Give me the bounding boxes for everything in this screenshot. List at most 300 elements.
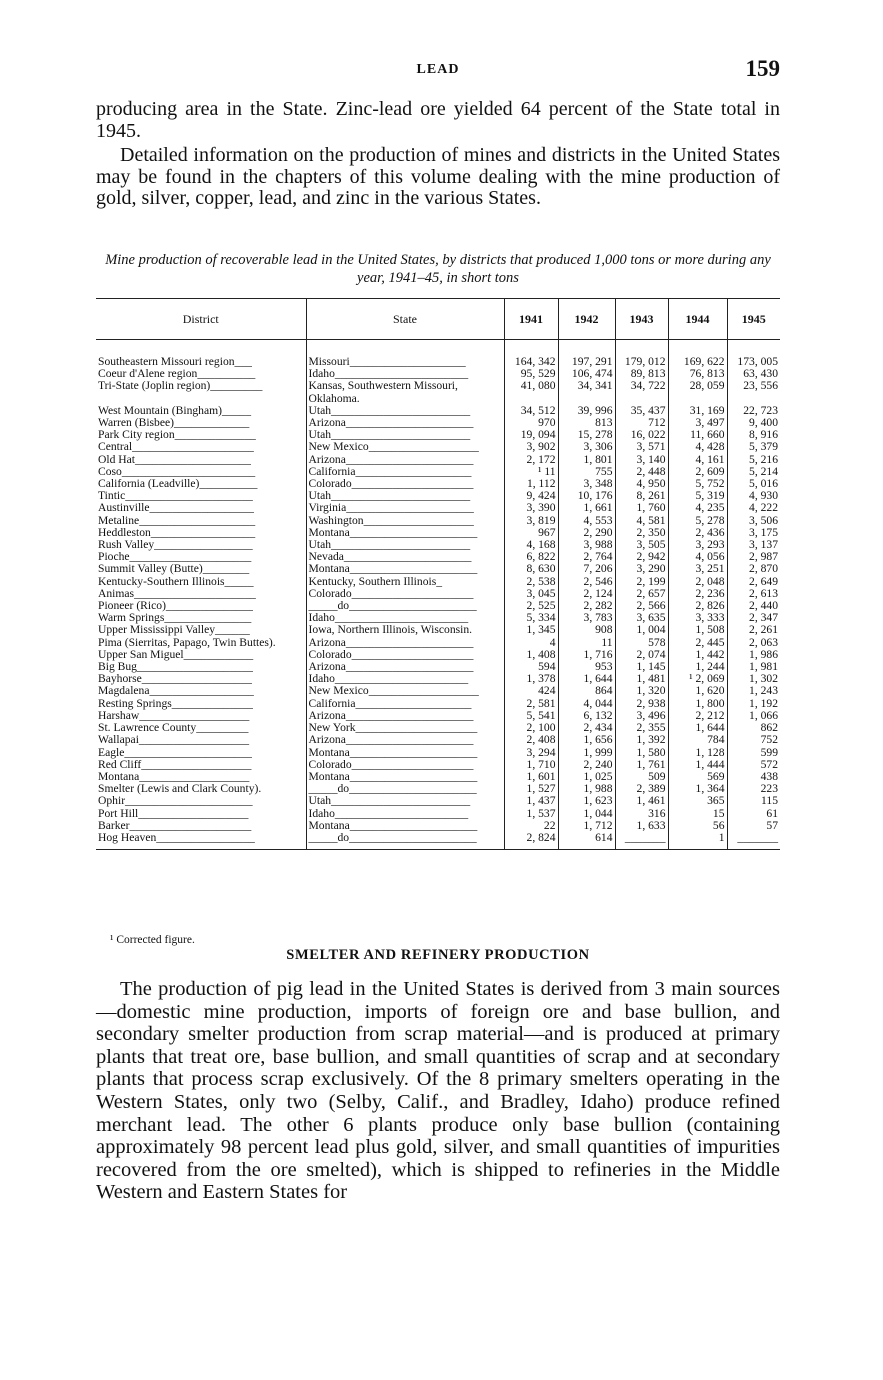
value-1944-cell: 2, 048 — [668, 576, 727, 588]
value-1941-cell: 2, 525 — [504, 600, 558, 612]
state-cell: Idaho_______________________ — [306, 808, 504, 820]
value-1944-cell: 15 — [668, 808, 727, 820]
value-1943-cell: 1, 633 — [615, 820, 668, 832]
value-1945-cell: 63, 430 — [743, 368, 778, 381]
value-1942-cell: 2, 764 — [558, 551, 615, 563]
column-header-district: District — [96, 299, 306, 340]
value-1943-cell: 8, 261 — [615, 490, 668, 502]
column-header-1945: 1945 — [727, 299, 780, 340]
value-1945-cell: 438 — [760, 770, 778, 783]
value-1945-cell: 752 — [760, 734, 778, 747]
table-row — [96, 661, 780, 673]
table-row — [96, 783, 780, 795]
value-1942-cell: 4, 044 — [558, 698, 615, 710]
state-cell: New Mexico___________________ — [306, 685, 504, 697]
value-1941-cell: 2, 100 — [504, 722, 558, 734]
value-1945-cell: 1, 192 — [749, 697, 778, 710]
table-row — [96, 820, 780, 832]
value-1943-cell: 316 — [615, 808, 668, 820]
value-1941-cell: 1, 537 — [504, 808, 558, 820]
value-1943-cell: 3, 496 — [615, 710, 668, 722]
value-1945-cell: 115 — [761, 795, 778, 808]
table-row — [96, 551, 780, 563]
value-1943-cell: 3, 505 — [615, 539, 668, 551]
table-row — [96, 380, 780, 404]
value-1943-cell: 4, 581 — [615, 515, 668, 527]
value-1943-cell: 4, 950 — [615, 478, 668, 490]
value-1941-cell: 3, 819 — [504, 515, 558, 527]
value-1941-cell: 2, 538 — [504, 576, 558, 588]
state-cell: _____do______________________ — [306, 832, 504, 850]
value-1943-cell: 1, 004 — [615, 624, 668, 636]
table-row — [96, 624, 780, 636]
value-1941-cell: 1, 437 — [504, 795, 558, 807]
value-1944-cell: 569 — [668, 771, 727, 783]
value-1944-cell: 31, 169 — [668, 405, 727, 417]
district-cell: Pima (Sierritas, Papago, Twin Buttes). — [96, 637, 306, 649]
state-cell: Colorado_____________________ — [306, 588, 504, 600]
value-1944-cell: 4, 056 — [668, 551, 727, 563]
value-1945-cell: 9, 400 — [749, 417, 778, 430]
value-1944-cell: 1, 508 — [668, 624, 727, 636]
value-1942-cell: 11 — [558, 637, 615, 649]
value-1945-cell: 2, 440 — [749, 600, 778, 613]
state-cell: Utah________________________ — [306, 539, 504, 551]
value-1944-cell: 365 — [668, 795, 727, 807]
value-1945-cell: 61 — [766, 807, 778, 820]
value-1944-cell: 76, 813 — [668, 368, 727, 380]
value-1941-cell: 2, 172 — [504, 454, 558, 466]
value-1941-cell: 34, 512 — [504, 405, 558, 417]
value-1943-cell: 2, 942 — [615, 551, 668, 563]
value-1943-cell: 2, 350 — [615, 527, 668, 539]
table-row — [96, 637, 780, 649]
value-1943-cell: 1, 320 — [615, 685, 668, 697]
value-1941-cell: 5, 541 — [504, 710, 558, 722]
column-header-1941: 1941 — [504, 299, 558, 340]
district-cell: Bayhorse___________________ — [96, 673, 306, 685]
value-1945-cell: 5, 016 — [749, 478, 778, 491]
value-1944-cell: 56 — [668, 820, 727, 832]
value-1942-cell: 1, 801 — [558, 454, 615, 466]
state-cell: Arizona______________________ — [306, 710, 504, 722]
value-1941-cell: 1, 710 — [504, 759, 558, 771]
column-header-1944: 1944 — [668, 299, 727, 340]
value-1945-cell: 862 — [760, 722, 778, 735]
value-1945-cell: 3, 137 — [749, 539, 778, 552]
value-1944-cell: 2, 609 — [668, 466, 727, 478]
value-1942-cell: 3, 348 — [558, 478, 615, 490]
value-1945-cell: 572 — [760, 758, 778, 771]
value-1943-cell: 2, 389 — [615, 783, 668, 795]
district-cell: Ophir______________________ — [96, 795, 306, 807]
state-cell: Kansas, Southwestern Missouri, Oklahoma. — [306, 380, 504, 404]
value-1943-cell: 509 — [615, 771, 668, 783]
paragraph-detailed-information: Detailed information on the production of mines and districts in the United States may be found in the chapters of this volume dealing with the mine production of gold, silver, copper, lead, and zinc in the various States. — [96, 144, 780, 209]
value-1941-cell: 1, 601 — [504, 771, 558, 783]
table-row — [96, 698, 780, 710]
district-cell: Eagle______________________ — [96, 747, 306, 759]
table-header-row — [96, 299, 780, 340]
value-1944-cell: 3, 333 — [668, 612, 727, 624]
state-cell: Utah________________________ — [306, 490, 504, 502]
value-1942-cell: 197, 291 — [558, 356, 615, 368]
district-cell: Southeastern Missouri region___ — [96, 356, 306, 368]
value-1942-cell: 6, 132 — [558, 710, 615, 722]
value-1942-cell: 2, 240 — [558, 759, 615, 771]
value-1942-cell: 1, 644 — [558, 673, 615, 685]
value-1942-cell: 3, 988 — [558, 539, 615, 551]
value-1941-cell: 2, 824 — [504, 832, 558, 850]
value-1945-cell: 1, 986 — [749, 648, 778, 661]
value-1943-cell: 179, 012 — [615, 356, 668, 368]
value-1945-cell: 4, 222 — [749, 502, 778, 515]
value-1943-cell: 3, 140 — [615, 454, 668, 466]
value-1943-cell: 2, 657 — [615, 588, 668, 600]
value-1943-cell: 1, 392 — [615, 734, 668, 746]
value-1942-cell: 106, 474 — [558, 368, 615, 380]
state-cell: Arizona______________________ — [306, 637, 504, 649]
value-1943-cell: 2, 199 — [615, 576, 668, 588]
value-1944-cell: 2, 445 — [668, 637, 727, 649]
state-cell: Iowa, Northern Illinois, Wisconsin. — [306, 624, 504, 636]
state-cell: Missouri____________________ — [306, 356, 504, 368]
state-cell: Arizona______________________ — [306, 661, 504, 673]
value-1944-cell: 4, 428 — [668, 441, 727, 453]
value-1941-cell: 2, 408 — [504, 734, 558, 746]
state-cell: New York_____________________ — [306, 722, 504, 734]
value-1942-cell: 39, 996 — [558, 405, 615, 417]
district-cell: Heddleston__________________ — [96, 527, 306, 539]
value-1943-cell: 35, 437 — [615, 405, 668, 417]
value-1944-cell: 2, 436 — [668, 527, 727, 539]
value-1945-cell: 1, 066 — [749, 709, 778, 722]
state-cell: Virginia______________________ — [306, 502, 504, 514]
value-1945-cell: 2, 613 — [749, 587, 778, 600]
value-1944-cell: 1, 444 — [668, 759, 727, 771]
value-1944-cell: 1 — [668, 832, 727, 850]
table-row — [96, 502, 780, 514]
state-cell: Utah________________________ — [306, 405, 504, 417]
value-1941-cell: 1, 345 — [504, 624, 558, 636]
table-row — [96, 747, 780, 759]
state-cell: Arizona______________________ — [306, 417, 504, 429]
value-1942-cell: 614 — [558, 832, 615, 850]
value-1941-cell: 41, 080 — [504, 380, 558, 404]
value-1941-cell: 4, 168 — [504, 539, 558, 551]
value-1944-cell: 2, 826 — [668, 600, 727, 612]
value-1943-cell: 2, 355 — [615, 722, 668, 734]
state-cell: Colorado_____________________ — [306, 649, 504, 661]
value-1941-cell: ¹ 11 — [504, 466, 558, 478]
value-1942-cell: 2, 546 — [558, 576, 615, 588]
table-row — [96, 454, 780, 466]
table-row — [96, 795, 780, 807]
value-1944-cell: 11, 660 — [668, 429, 727, 441]
district-cell: West Mountain (Bingham)_____ — [96, 405, 306, 417]
district-cell: Wallapai___________________ — [96, 734, 306, 746]
district-cell: Summit Valley (Butte)________ — [96, 563, 306, 575]
value-1944-cell: 4, 161 — [668, 454, 727, 466]
value-1943-cell: 1, 580 — [615, 747, 668, 759]
value-1944-cell: ¹ 2, 069 — [668, 673, 727, 685]
value-1945-cell: _______ — [727, 832, 780, 850]
value-1941-cell: 8, 630 — [504, 563, 558, 575]
value-1942-cell: 1, 623 — [558, 795, 615, 807]
value-1943-cell: 3, 635 — [615, 612, 668, 624]
value-1941-cell: 1, 112 — [504, 478, 558, 490]
table-row — [96, 576, 780, 588]
table-caption: Mine production of recoverable lead in the United States, by districts that produced 1,000 tons or more during any year, 1941–45, in short tons — [105, 252, 771, 286]
value-1942-cell: 4, 553 — [558, 515, 615, 527]
value-1944-cell: 5, 752 — [668, 478, 727, 490]
table-row — [96, 515, 780, 527]
value-1945-cell: 3, 175 — [749, 526, 778, 539]
value-1941-cell: 967 — [504, 527, 558, 539]
district-cell: Upper San Miguel____________ — [96, 649, 306, 661]
value-1944-cell: 1, 644 — [668, 722, 727, 734]
value-1945-cell: 1, 981 — [749, 661, 778, 674]
value-1943-cell: 2, 448 — [615, 466, 668, 478]
value-1945-cell: 4, 930 — [749, 490, 778, 503]
table-row — [96, 710, 780, 722]
district-cell: Old Hat____________________ — [96, 454, 306, 466]
district-cell: Warren (Bisbee)_____________ — [96, 417, 306, 429]
state-cell: Montana______________________ — [306, 747, 504, 759]
district-cell: Rush Valley_________________ — [96, 539, 306, 551]
value-1943-cell: 89, 813 — [615, 368, 668, 380]
value-1942-cell: 3, 783 — [558, 612, 615, 624]
district-cell: Warm Springs_______________ — [96, 612, 306, 624]
column-header-1942: 1942 — [558, 299, 615, 340]
table-row — [96, 539, 780, 551]
value-1944-cell: 784 — [668, 734, 727, 746]
state-cell: Montana______________________ — [306, 527, 504, 539]
value-1942-cell: 908 — [558, 624, 615, 636]
value-1944-cell: 1, 244 — [668, 661, 727, 673]
state-cell: Nevada______________________ — [306, 551, 504, 563]
section-heading: SMELTER AND REFINERY PRODUCTION — [286, 947, 590, 963]
value-1943-cell: 34, 722 — [615, 380, 668, 404]
district-cell: Hog Heaven_________________ — [96, 832, 306, 850]
value-1943-cell: 2, 938 — [615, 698, 668, 710]
value-1945-cell: 57 — [766, 819, 778, 832]
value-1943-cell: 16, 022 — [615, 429, 668, 441]
value-1943-cell: 1, 761 — [615, 759, 668, 771]
value-1941-cell: 6, 822 — [504, 551, 558, 563]
value-1941-cell: 1, 527 — [504, 783, 558, 795]
state-cell: Colorado_____________________ — [306, 759, 504, 771]
district-cell: Metaline____________________ — [96, 515, 306, 527]
running-head — [96, 56, 780, 86]
value-1945-cell: 2, 063 — [749, 636, 778, 649]
value-1941-cell: 1, 378 — [504, 673, 558, 685]
value-1941-cell: 22 — [504, 820, 558, 832]
value-1943-cell: 1, 481 — [615, 673, 668, 685]
value-1944-cell: 1, 442 — [668, 649, 727, 661]
table-row — [96, 685, 780, 697]
value-1942-cell: 7, 206 — [558, 563, 615, 575]
value-1944-cell: 28, 059 — [668, 380, 727, 404]
value-1944-cell: 2, 212 — [668, 710, 727, 722]
value-1944-cell: 1, 128 — [668, 747, 727, 759]
value-1944-cell: 5, 319 — [668, 490, 727, 502]
value-1944-cell: 3, 497 — [668, 417, 727, 429]
value-1945-cell: 2, 870 — [749, 563, 778, 576]
value-1943-cell: 1, 145 — [615, 661, 668, 673]
table-row — [96, 722, 780, 734]
value-1945-cell: 2, 649 — [749, 575, 778, 588]
district-cell: Park City region______________ — [96, 429, 306, 441]
state-cell: Montana______________________ — [306, 820, 504, 832]
value-1945-cell: 2, 347 — [749, 612, 778, 625]
value-1945-cell: 1, 243 — [749, 685, 778, 698]
table-row — [96, 417, 780, 429]
table-row — [96, 832, 780, 850]
state-cell: Arizona______________________ — [306, 454, 504, 466]
value-1945-cell: 5, 379 — [749, 441, 778, 454]
value-1942-cell: 1, 656 — [558, 734, 615, 746]
table-row — [96, 429, 780, 441]
value-1941-cell: 3, 390 — [504, 502, 558, 514]
value-1941-cell: 1, 408 — [504, 649, 558, 661]
table-row — [96, 563, 780, 575]
district-cell: Central_____________________ — [96, 441, 306, 453]
value-1943-cell: 1, 461 — [615, 795, 668, 807]
state-cell: Idaho_______________________ — [306, 673, 504, 685]
state-cell: California____________________ — [306, 466, 504, 478]
value-1945-cell: 22, 723 — [743, 404, 778, 417]
value-1942-cell: 864 — [558, 685, 615, 697]
district-cell: Magdalena__________________ — [96, 685, 306, 697]
value-1942-cell: 1, 988 — [558, 783, 615, 795]
value-1944-cell: 2, 236 — [668, 588, 727, 600]
table-row — [96, 441, 780, 453]
value-1945-cell: 8, 916 — [749, 429, 778, 442]
value-1945-cell: 223 — [760, 783, 778, 796]
table-row — [96, 649, 780, 661]
value-1941-cell: 3, 902 — [504, 441, 558, 453]
value-1941-cell: 164, 342 — [504, 356, 558, 368]
district-cell: Port Hill___________________ — [96, 808, 306, 820]
district-cell: Big Bug____________________ — [96, 661, 306, 673]
paragraph-smelter-production: The production of pig lead in the United States is derived from 3 main sources—domestic mine production, imports of foreign ore and base bullion, and secondary smelter production from scrap material—and is produced at primary plants that treat ore, base bullion, and small quantities of scrap and at secondary plants that process scrap exclusively. Of the 8 primary smelters operating in the Western States, only two (Selby, Calif., and Bradley, Idaho) produce refined merchant lead. The other 6 plants produce only base bullion (containing approximately 98 percent lead plus gold, silver, and small quantities of impurities recovered from the ore smelted), which is shipped to refineries in the Middle Western and Eastern States for — [96, 978, 780, 1204]
value-1941-cell: 19, 094 — [504, 429, 558, 441]
table-spacer-row — [96, 340, 780, 357]
district-cell: California (Leadville)__________ — [96, 478, 306, 490]
state-cell: Colorado_____________________ — [306, 478, 504, 490]
value-1945-cell: 173, 005 — [737, 356, 778, 368]
table-row — [96, 808, 780, 820]
value-1942-cell: 1, 661 — [558, 502, 615, 514]
value-1944-cell: 5, 278 — [668, 515, 727, 527]
table-row — [96, 356, 780, 368]
state-cell: Utah________________________ — [306, 795, 504, 807]
value-1941-cell: 95, 529 — [504, 368, 558, 380]
state-cell: New Mexico___________________ — [306, 441, 504, 453]
state-cell: Montana______________________ — [306, 563, 504, 575]
value-1945-cell: 2, 261 — [749, 624, 778, 637]
value-1942-cell: 1, 712 — [558, 820, 615, 832]
state-cell: Utah________________________ — [306, 429, 504, 441]
table-row — [96, 490, 780, 502]
value-1943-cell: 712 — [615, 417, 668, 429]
value-1945-cell: 1, 302 — [749, 673, 778, 686]
value-1945-cell: 5, 216 — [749, 453, 778, 466]
state-cell: Washington___________________ — [306, 515, 504, 527]
value-1944-cell: 4, 235 — [668, 502, 727, 514]
value-1942-cell: 953 — [558, 661, 615, 673]
table-row — [96, 771, 780, 783]
state-cell: _____do______________________ — [306, 783, 504, 795]
value-1943-cell: 2, 074 — [615, 649, 668, 661]
table-row — [96, 588, 780, 600]
table-row — [96, 612, 780, 624]
value-1945-cell: 3, 506 — [749, 514, 778, 527]
value-1944-cell: 1, 800 — [668, 698, 727, 710]
table-body — [96, 340, 780, 850]
value-1942-cell: 1, 025 — [558, 771, 615, 783]
value-1943-cell: _______ — [615, 832, 668, 850]
value-1944-cell: 3, 293 — [668, 539, 727, 551]
state-cell: Arizona______________________ — [306, 734, 504, 746]
value-1941-cell: 3, 294 — [504, 747, 558, 759]
district-cell: Pioneer (Rico)_______________ — [96, 600, 306, 612]
state-cell: Idaho_______________________ — [306, 612, 504, 624]
district-cell: Coso_______________________ — [96, 466, 306, 478]
table-row — [96, 600, 780, 612]
value-1943-cell: 3, 571 — [615, 441, 668, 453]
state-cell: Kentucky, Southern Illinois_ — [306, 576, 504, 588]
district-cell: Harshaw___________________ — [96, 710, 306, 722]
value-1942-cell: 15, 278 — [558, 429, 615, 441]
value-1945-cell: 23, 556 — [743, 380, 778, 393]
page-number: 159 — [745, 56, 780, 81]
value-1941-cell: 3, 045 — [504, 588, 558, 600]
value-1942-cell: 3, 306 — [558, 441, 615, 453]
running-title: LEAD — [416, 62, 460, 77]
state-cell: Montana______________________ — [306, 771, 504, 783]
district-cell: Smelter (Lewis and Clark County). — [96, 783, 306, 795]
value-1942-cell: 2, 282 — [558, 600, 615, 612]
value-1943-cell: 578 — [615, 637, 668, 649]
value-1942-cell: 2, 434 — [558, 722, 615, 734]
paragraph-continuation: producing area in the State. Zinc-lead ore yielded 64 percent of the State total in 1945. — [96, 98, 780, 142]
value-1945-cell: 5, 214 — [749, 465, 778, 478]
table-row — [96, 466, 780, 478]
table-row — [96, 527, 780, 539]
table-row — [96, 734, 780, 746]
value-1942-cell: 10, 176 — [558, 490, 615, 502]
district-cell: Coeur d'Alene region__________ — [96, 368, 306, 380]
value-1944-cell: 3, 251 — [668, 563, 727, 575]
district-cell: Kentucky-Southern Illinois_____ — [96, 576, 306, 588]
state-cell: Idaho_______________________ — [306, 368, 504, 380]
district-cell: Austinville__________________ — [96, 502, 306, 514]
value-1941-cell: 5, 334 — [504, 612, 558, 624]
value-1942-cell: 2, 290 — [558, 527, 615, 539]
table-row — [96, 759, 780, 771]
district-cell: Upper Mississippi Valley______ — [96, 624, 306, 636]
district-cell: Barker_____________________ — [96, 820, 306, 832]
value-1944-cell: 1, 620 — [668, 685, 727, 697]
value-1942-cell: 1, 716 — [558, 649, 615, 661]
value-1941-cell: 970 — [504, 417, 558, 429]
value-1942-cell: 755 — [558, 466, 615, 478]
district-cell: Tri-State (Joplin region)_________ — [96, 380, 306, 404]
district-cell: Resting Springs______________ — [96, 698, 306, 710]
district-cell: St. Lawrence County_________ — [96, 722, 306, 734]
